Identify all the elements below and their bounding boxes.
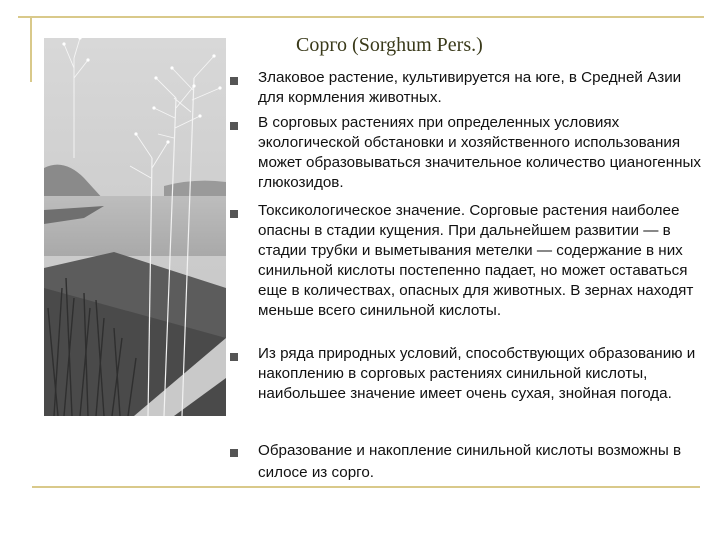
bullet-list [226, 0, 706, 540]
bullet-text-1: Злаковое растение, культивируется на юге, в Средней Азии для кормления животных. [258, 69, 682, 106]
bullet-text-5: Образование и накопление синильной кислоты возможны в силосе из сорго. [258, 442, 682, 481]
sorghum-photo [44, 38, 226, 416]
left-border-line [30, 16, 32, 82]
bullet-text-3: Токсикологическое значение. Сорговые растения наиболее опасны в стадии кущения. При дальнейшем развитии — в стадии трубки и выметывания метелки — содержание в них синильной кислоты постепенно падает, но может оставаться еще в количествах, опасных для животных. В зернах находят меньше всего синильной кислоты. [258, 202, 694, 319]
bullet-text-4: Из ряда природных условий, способствующих образованию и накоплению в сорговых растениях синильной кислоты, наибольшее значение имеет очень сухая, знойная погода. [258, 345, 696, 402]
bullet-text-2: В сорговых растениях при определенных условиях экологической обстановки и хозяйственного использования может образовываться значительное количество цианогенных глюкозидов. [258, 114, 702, 191]
square-bullet-icon [230, 449, 238, 457]
square-bullet-icon [230, 122, 238, 130]
square-bullet-icon [230, 210, 238, 218]
square-bullet-icon [230, 353, 238, 361]
square-bullet-icon [230, 77, 238, 85]
slide-title: Сорго (Sorghum Pers.) [296, 34, 483, 56]
